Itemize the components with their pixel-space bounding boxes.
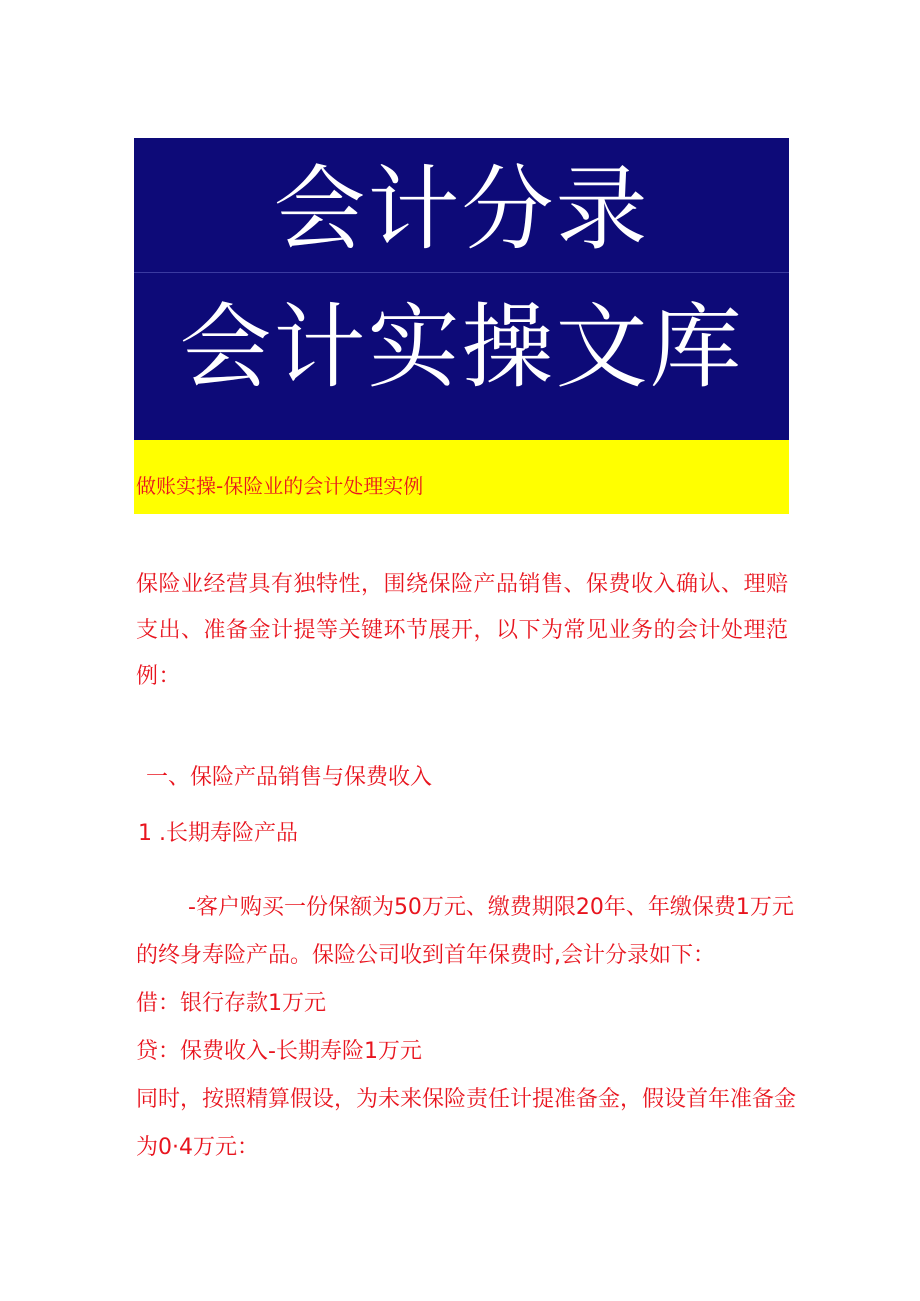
subtitle-bar (134, 440, 789, 514)
intro-block (136, 562, 794, 700)
subsection-heading: 1 .长期寿险产品 (138, 821, 298, 846)
document-subtitle: 做账实操-保险业的会计处理实例 (136, 474, 424, 498)
section-heading: 一、保险产品销售与保费收入 (146, 765, 433, 790)
banner-divider (134, 272, 789, 273)
case-paragraph: -客户购买一份保额为50万元、缴费期限20年、年缴保费1万元的终身寿险产品。保险公司收到首年保费时,会计分录如下： (136, 895, 794, 968)
banner-title-line2: 会计实操文库 (179, 294, 744, 401)
entry-block (136, 884, 796, 1172)
title-banner (134, 138, 789, 440)
credit-entry: 贷：保费收入-长期寿险1万元 (136, 1039, 422, 1064)
debit-entry: 借：银行存款1万元 (136, 991, 326, 1016)
banner-title-line1: 会计分录 (273, 156, 650, 263)
intro-paragraph: 保险业经营具有独特性，围绕保险产品销售、保费收入确认、理赔支出、准备金计提等关键环节展开，以下为常见业务的会计处理范例： (136, 572, 789, 689)
followup-paragraph: 同时，按照精算假设，为未来保险责任计提准备金，假设首年准备金为0·4万元： (136, 1087, 797, 1160)
